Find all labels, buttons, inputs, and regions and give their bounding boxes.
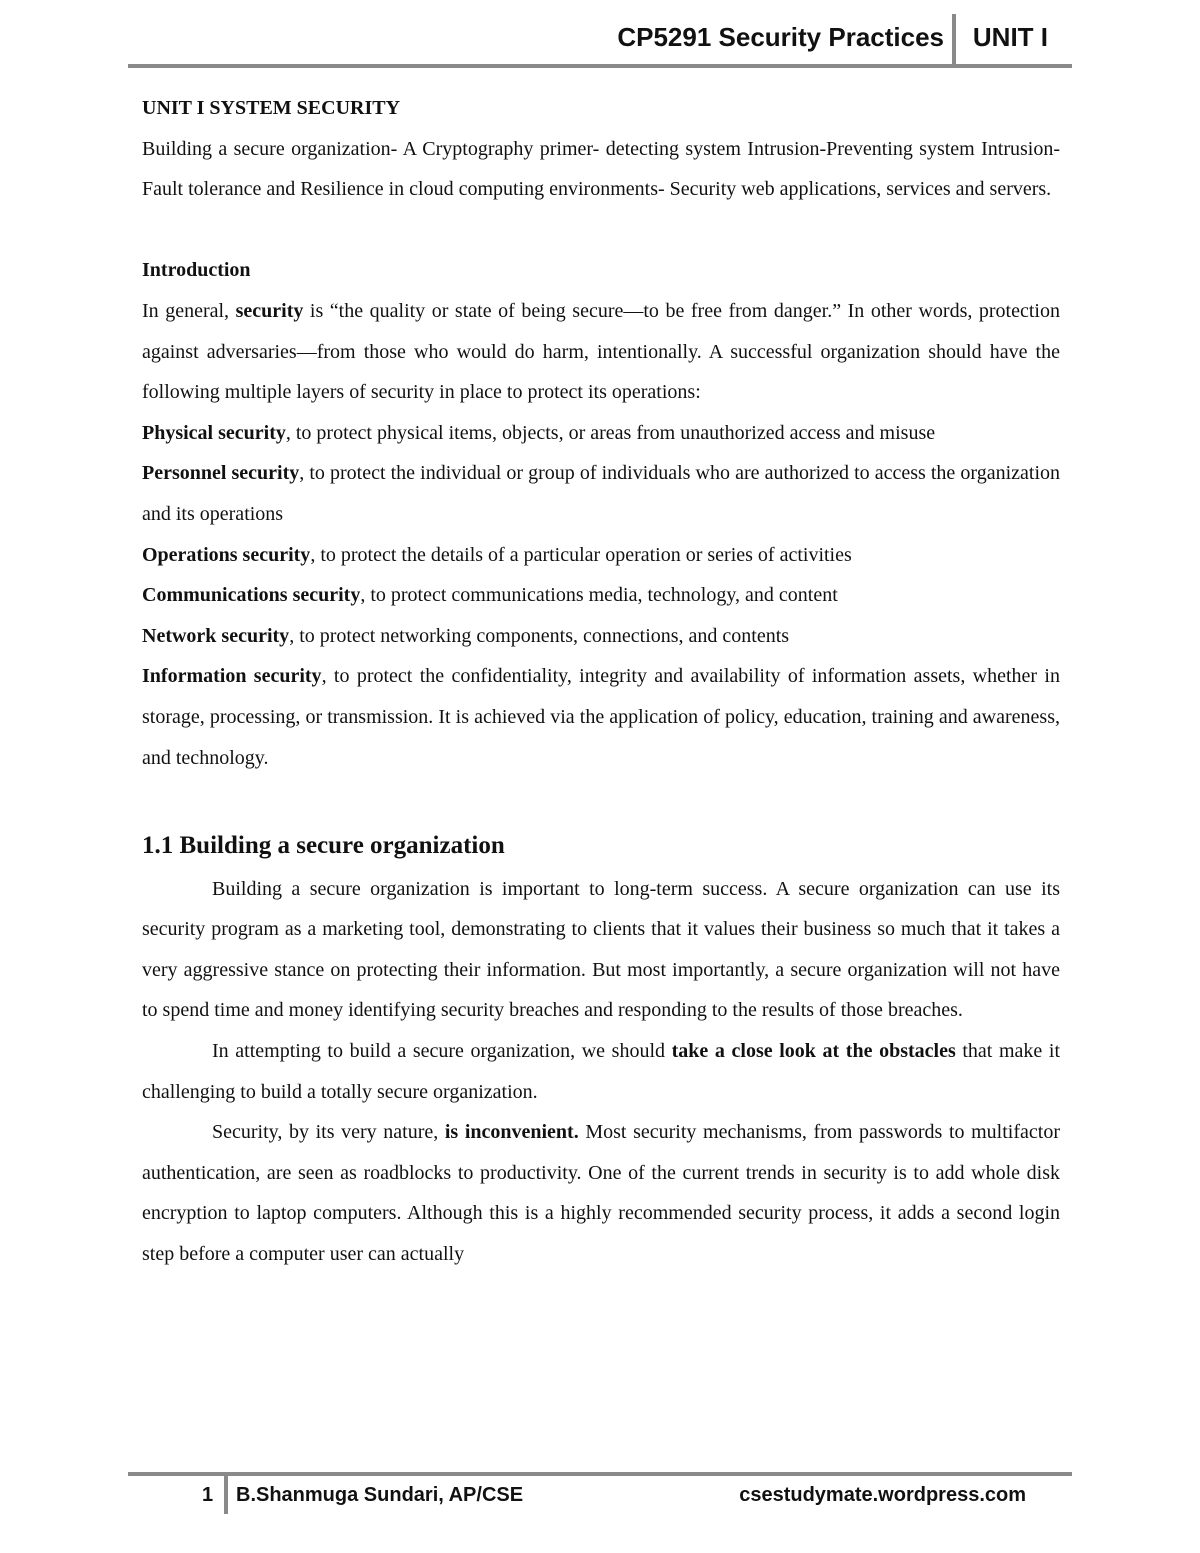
website-url: csestudymate.wordpress.com [739, 1484, 1026, 1506]
layer-network: Network security, to protect networking components, connections, and contents [142, 624, 790, 647]
document-body [142, 88, 1060, 1275]
layer-communications: Communications security, to protect communications media, technology, and content [142, 584, 838, 607]
page-header [128, 12, 1072, 68]
layer-information: Information security, to protect the confidentiality, integrity and availability of information assets, whether in storage, processing, or transmission. It is achieved via the application of policy, education, training and awareness, and technology. [142, 665, 1060, 769]
layer-operations: Operations security, to protect the details of a particular operation or series of activities [142, 543, 852, 566]
section-heading: 1.1 Building a secure organization [142, 831, 505, 859]
author-name: B.Shanmuga Sundari, AP/CSE [236, 1484, 524, 1506]
syllabus-title: UNIT I SYSTEM SECURITY [142, 97, 401, 119]
page-number: 1 [202, 1484, 214, 1506]
introduction-heading: Introduction [142, 259, 251, 282]
section-paragraph-1: Building a secure organization is important to long-term success. A secure organization can use its security program as a marketing tool, demonstrating to clients that it values their business so much that it takes a very aggressive stance on protecting their information. But most importantly, a secure organization will not have to spend time and money identifying security breaches and responding to the results of those breaches. [142, 877, 1060, 1022]
section-paragraph-3: Security, by its very nature, is inconvenient. Most security mechanisms, from passwords to multifactor authentication, are seen as roadblocks to productivity. One of the current trends in security is to add whole disk encryption to laptop computers. Although this is a highly recommended security process, it adds a second login step before a computer user can actually [142, 1121, 1060, 1266]
layer-physical: Physical security, to protect physical items, objects, or areas from unauthorized access and misuse [142, 421, 936, 444]
section-paragraph-2: In attempting to build a secure organization, we should take a close look at the obstacles that make it challenging to build a totally secure organization. [142, 1040, 1060, 1103]
course-title: CP5291 Security Practices [617, 22, 944, 52]
header-divider [952, 14, 956, 66]
page-footer [128, 1472, 1072, 1516]
footer-divider [224, 1476, 228, 1514]
unit-label: UNIT I [972, 22, 1048, 52]
layer-personnel: Personnel security, to protect the individual or group of individuals who are authorized to access the organization and its operations [142, 462, 1060, 525]
introduction-paragraph: In general, security is “the quality or state of being secure—to be free from danger.” In other words, protection against adversaries—from those who would do harm, intentionally. A successful organization should have the following multiple layers of security in place to protect its operations: [142, 299, 1060, 404]
syllabus-topics: Building a secure organization- A Cryptography primer- detecting system Intrusion-Preventing system Intrusion- Fault tolerance and Resilience in cloud computing environments- Security web applications, services and servers. [142, 137, 1060, 201]
